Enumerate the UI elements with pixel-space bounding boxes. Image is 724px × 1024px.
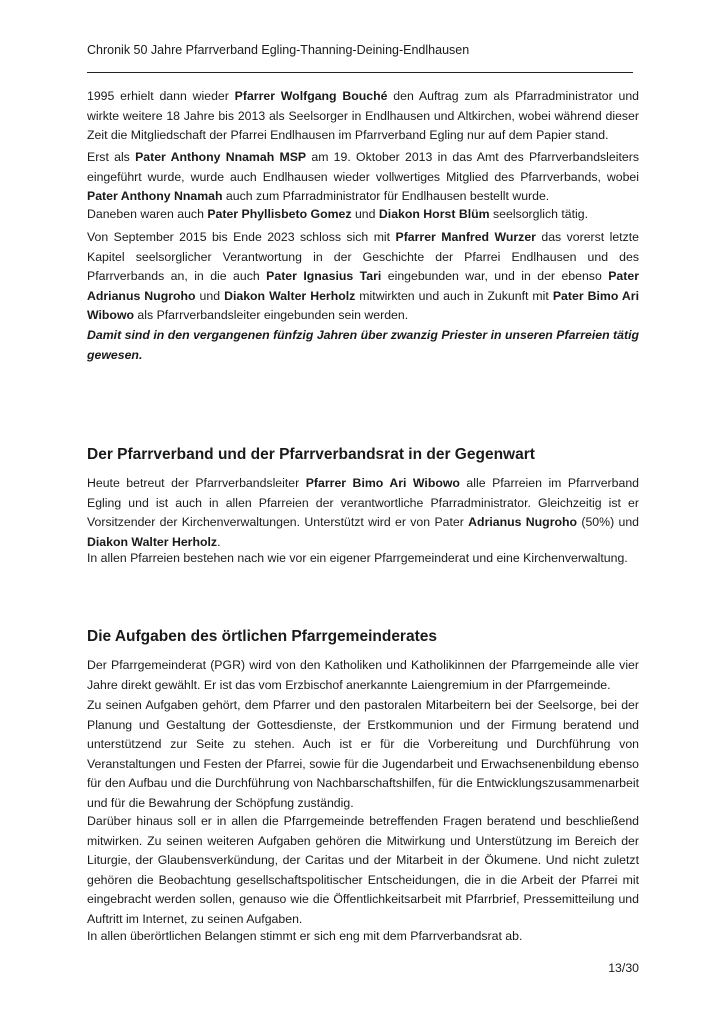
paragraph-gegenwart-1: Heute betreut der Pfarrverbandsleiter Pfarrer Bimo Ari Wibowo alle Pfarreien im Pfarrverband Egling und ist auch in allen Pfarreien der verantwortliche Pfarradministrator. Gleichzeitig ist er Vorsitzender der Kirchenverwaltungen. Unterstützt wird er von Pater Adrianus Nugroho (50%) und Diakon Walter Herholz. — [87, 476, 640, 549]
paragraph-summary-priests: Damit sind in den vergangenen fünfzig Jahren über zwanzig Priester in unseren Pfarreien tätig gewesen. — [87, 328, 639, 362]
header-rule — [87, 72, 633, 73]
section-heading-aufgaben: Die Aufgaben des örtlichen Pfarrgemeinderates — [87, 628, 437, 645]
paragraph-gomez-bluem: Daneben waren auch Pater Phyllisbeto Gomez und Diakon Horst Blüm seelsorglich tätig. — [87, 207, 589, 221]
paragraph-gegenwart-2: In allen Pfarreien bestehen nach wie vor ein eigener Pfarrgemeinderat und eine Kirchenverwaltung. — [87, 551, 628, 565]
section-heading-gegenwart: Der Pfarrverband und der Pfarrverbandsrat in der Gegenwart — [87, 446, 535, 463]
paragraph-aufgaben-1: Der Pfarrgemeinderat (PGR) wird von den Katholiken und Katholikinnen der Pfarrgemeinde alle vier Jahre direkt gewählt. Er ist das vom Erzbischof anerkannte Laiengremium in der Pfarrgemeinde. — [87, 658, 639, 692]
paragraph-wurzer: Von September 2015 bis Ende 2023 schloss sich mit Pfarrer Manfred Wurzer das vorerst letzte Kapitel seelsorglicher Verantwortung in der Geschichte der Pfarrei Endlhausen und des Pfarrverbands an, in die auch Pater Ignasius Tari eingebunden war, und in der ebenso Pater Adrianus Nugroho und Diakon Walter Herholz mitwirkten und auch in Zukunft mit Pater Bimo Ari Wibowo als Pfarrverbandsleiter eingebunden sein werden. — [87, 230, 639, 322]
paragraph-nnamah: Erst als Pater Anthony Nnamah MSP am 19. Oktober 2013 in das Amt des Pfarrverbandsleiters eingeführt wurde, wurde auch Endlhausen wieder vollwertiges Mitglied des Pfarrverbands, wobei Pater Anthony Nnamah auch zum Pfarradministrator für Endlhausen bestellt wurde. — [87, 150, 639, 203]
page-header: Chronik 50 Jahre Pfarrverband Egling-Thanning-Deining-Endlhausen — [87, 43, 470, 57]
paragraph-aufgaben-4: In allen überörtlichen Belangen stimmt er sich eng mit dem Pfarrverbandsrat ab. — [87, 929, 523, 943]
paragraph-bouche: 1995 erhielt dann wieder Pfarrer Wolfgang Bouché den Auftrag zum als Pfarradministrator und wirkte weitere 18 Jahre bis 2013 als Seelsorger in Endlhausen und Altkirchen, wobei während dieser Zeit die Mitgliedschaft der Pfarrei Endlhausen im Pfarrverband Egling nur auf dem Papier stand. — [87, 89, 639, 142]
page-number: 13/30 — [608, 961, 639, 975]
paragraph-aufgaben-3: Darüber hinaus soll er in allen die Pfarrgemeinde betreffenden Fragen beratend und beschließend mitwirken. Zu seinen weiteren Aufgaben gehören die Mitwirkung und Unterstützung im Bereich der Liturgie, der Glaubensverkündung, der Caritas und der Mitarbeit in der Ökumene. Und nicht zuletzt gehören die Beobachtung gesellschaftspolitischer Entscheidungen, die in die Arbeit der Pfarrei mit eingebracht werden sollen, genauso wie die Öffentlichkeitsarbeit mit Pfarrbrief, Pressemitteilung und Auftritt im Internet, zu seinen Aufgaben. — [87, 814, 639, 926]
paragraph-aufgaben-2: Zu seinen Aufgaben gehört, dem Pfarrer und den pastoralen Mitarbeitern bei der Seelsorge, bei der Planung und Gestaltung der Gottesdienste, der Erstkommunion und der Firmung beratend und unterstützend zur Seite zu stehen. Auch ist er für die Vorbereitung und Durchführung von Veranstaltungen und Festen der Pfarrei, sowie für die Jugendarbeit und Erwachsenenbildung ebenso für den Aufbau und die Durchführung von Nachbarschaftshilfen, für die Entwicklungszusammenarbeit und für die Bewahrung der Schöpfung zuständig. — [87, 698, 639, 810]
